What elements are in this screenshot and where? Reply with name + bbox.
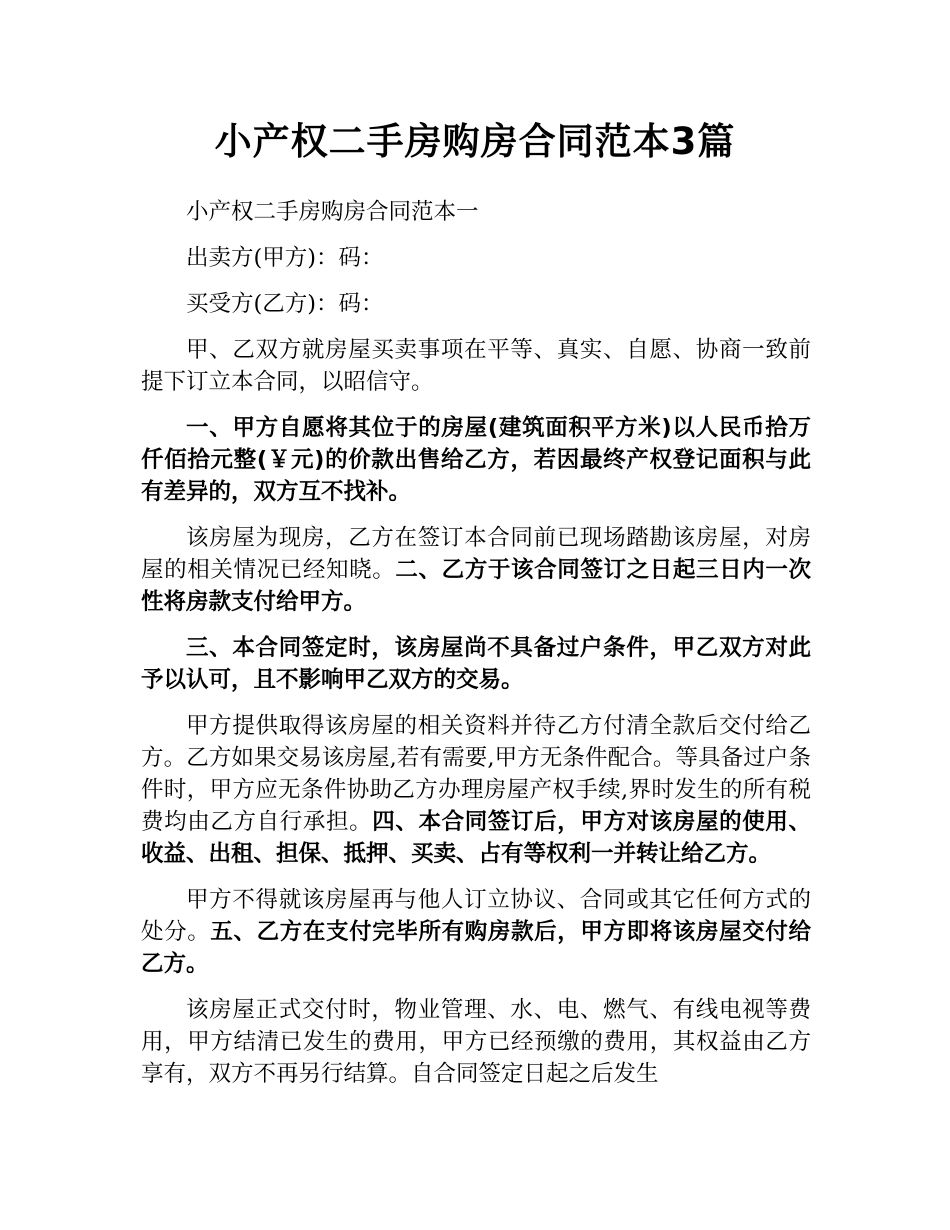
house-status-text: 该房屋为现房，乙方在签订本合同前已现场踏勘该房屋，对房屋的相关情况已经知晓。 [141,525,811,583]
buyer-line: 买受方(乙方)：码： [186,291,384,317]
clause-5: 五、乙方在支付完毕所有购房款后，甲方即将该房屋交付给乙方。 [141,919,811,977]
no-other-contract-text: 甲方不得就该房屋再与他人订立协议、合同或其它任何方式的处分。 [141,887,811,945]
house-status-paragraph [141,522,811,618]
clause-1: 一、甲方自愿将其位于的房屋(建筑面积平方米)以人民币拾万仟佰拾元整(￥元)的价款出售给乙方，若因最终产权登记面积与此有差异的，双方互不找补。 [141,415,811,505]
clause-4: 四、本合同签订后，甲方对该房屋的使用、收益、出租、担保、抵押、买卖、占有等权利一并转让给乙方。 [141,809,811,867]
intro-paragraph: 甲、乙双方就房屋买卖事项在平等、真实、自愿、协商一致前提下订立本合同，以昭信守。 [141,337,811,395]
clause-3: 三、本合同签定时，该房屋尚不具备过户条件，甲乙双方对此予以认可，且不影响甲乙双方的交易。 [141,635,811,693]
materials-text: 甲方提供取得该房屋的相关资料并待乙方付清全款后交付给乙方。乙方如果交易该房屋,若有需要,甲方无条件配合。等具备过户条件时，甲方应无条件协助乙方办理房屋产权手续,界时发生的所有税费均由乙方自行承担。 [141,713,811,835]
no-other-contract-paragraph [141,884,811,980]
subtitle: 小产权二手房购房合同范本一 [186,199,479,225]
materials-paragraph [141,710,811,870]
clause-2: 二、乙方于该合同签订之日起三日内一次性将房款支付给甲方。 [141,557,811,615]
document-title: 小产权二手房购房合同范本3篇 [214,120,736,163]
delivery-fees-paragraph: 该房屋正式交付时，物业管理、水、电、燃气、有线电视等费用，甲方结清已发生的费用，甲方已经预缴的费用，其权益由乙方享有，双方不再另行结算。自合同签定日起之后发生 [141,997,811,1087]
document-body [141,196,811,1104]
seller-line: 出卖方(甲方)：码： [186,245,384,271]
